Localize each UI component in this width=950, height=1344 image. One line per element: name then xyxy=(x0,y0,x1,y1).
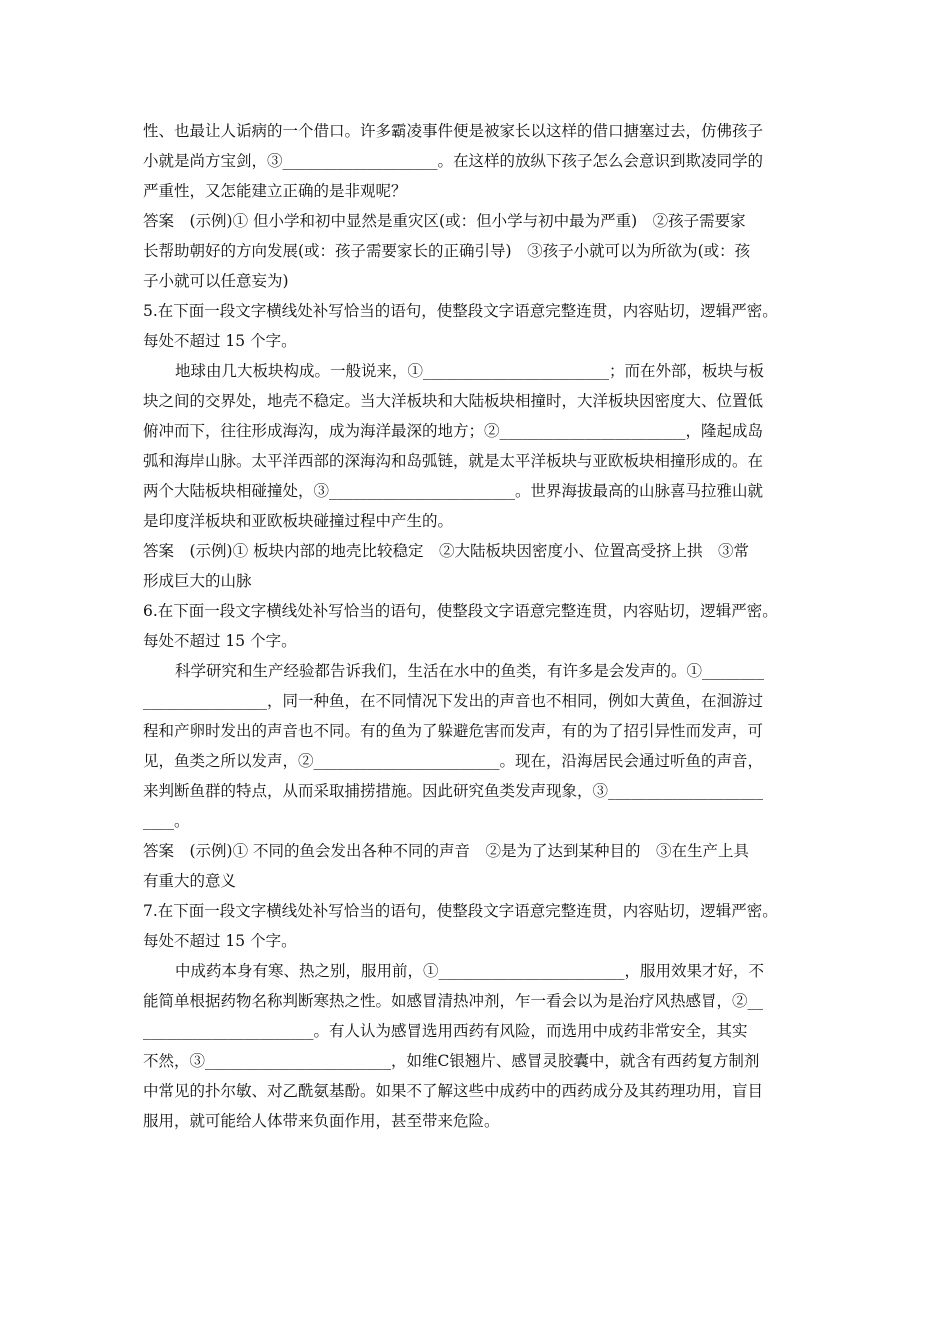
answer-line: 形成巨大的山脉 xyxy=(143,572,252,590)
text-line: 小就是尚方宝剑，③____________________。在这样的放纵下孩子怎么会意识到欺凌同学的 xyxy=(143,152,764,170)
passage-line: ______________________。有人认为感冒选用西药有风险，而选用中成药非常安全，其实 xyxy=(143,1022,748,1040)
passage-line: 地球由几大板块构成。一般说来，①________________________；而在外部，板块与板 xyxy=(175,362,765,380)
passage-line: 不然，③________________________，如维C银翘片、感冒灵胶囊中，就含有西药复方制剂 xyxy=(143,1052,760,1070)
answer-line: 长帮助朝好的方向发展(或：孩子需要家长的正确引导) ③孩子小就可以为所欲为(或：孩 xyxy=(143,242,751,260)
question-line: 每处不超过 15 个字。 xyxy=(143,632,297,650)
question-line: 每处不超过 15 个字。 xyxy=(143,932,297,950)
passage-line: 服用，就可能给人体带来负面作用，甚至带来危险。 xyxy=(143,1112,500,1130)
passage-line: 来判断鱼群的特点，从而采取捕捞措施。因此研究鱼类发声现象，③____________________ xyxy=(143,782,764,800)
answer-line: 答案 (示例)① 不同的鱼会发出各种不同的声音 ②是为了达到某种目的 ③在生产上具 xyxy=(143,842,750,860)
passage-line: 两个大陆板块相碰撞处，③________________________。世界海拔最高的山脉喜马拉雅山就 xyxy=(143,482,764,500)
passage-line: 能简单根据药物名称判断寒热之性。如感冒清热冲剂，乍一看会以为是治疗风热感冒，②__ xyxy=(143,992,764,1010)
document-page xyxy=(143,116,815,1136)
passage-line: 见，鱼类之所以发声，②________________________。现在，沿海居民会通过听鱼的声音， xyxy=(143,752,764,770)
question-line: 7.在下面一段文字横线处补写恰当的语句，使整段文字语意完整连贯，内容贴切，逻辑严密。 xyxy=(143,902,778,920)
passage-line: 俯冲而下，往往形成海沟，成为海洋最深的地方；②________________________，隆起成岛 xyxy=(143,422,764,440)
question-line: 5.在下面一段文字横线处补写恰当的语句，使整段文字语意完整连贯，内容贴切，逻辑严密。 xyxy=(143,302,778,320)
passage-line: ________________，同一种鱼，在不同情况下发出的声音也不相同，例如大黄鱼，在洄游过 xyxy=(143,692,764,710)
passage-line: 程和产卵时发出的声音也不同。有的鱼为了躲避危害而发声，有的为了招引异性而发声，可 xyxy=(143,722,764,740)
text-line: 性、也最让人诟病的一个借口。许多霸凌事件便是被家长以这样的借口搪塞过去，仿佛孩子 xyxy=(143,122,764,140)
passage-line: 科学研究和生产经验都告诉我们，生活在水中的鱼类，有许多是会发声的。①________ xyxy=(175,662,765,680)
passage-line: 中成药本身有寒、热之别，服用前，①________________________，服用效果才好，不 xyxy=(175,962,765,980)
text-line: 严重性，又怎能建立正确的是非观呢？ xyxy=(143,182,407,200)
answer-line: 子小就可以任意妄为) xyxy=(143,272,289,290)
question-line: 6.在下面一段文字横线处补写恰当的语句，使整段文字语意完整连贯，内容贴切，逻辑严密。 xyxy=(143,602,778,620)
passage-line: ____。 xyxy=(143,812,190,830)
passage-line: 弧和海岸山脉。太平洋西部的深海沟和岛弧链，就是太平洋板块与亚欧板块相撞形成的。在 xyxy=(143,452,764,470)
passage-line: 是印度洋板块和亚欧板块碰撞过程中产生的。 xyxy=(143,512,454,530)
answer-line: 有重大的意义 xyxy=(143,872,237,890)
passage-line: 中常见的扑尔敏、对乙酰氨基酚。如果不了解这些中成药中的西药成分及其药理功用，盲目 xyxy=(143,1082,764,1100)
answer-line: 答案 (示例)① 板块内部的地壳比较稳定 ②大陆板块因密度小、位置高受挤上拱 ③常 xyxy=(143,542,750,560)
passage-line: 块之间的交界处，地壳不稳定。当大洋板块和大陆板块相撞时，大洋板块因密度大、位置低 xyxy=(143,392,764,410)
question-line: 每处不超过 15 个字。 xyxy=(143,332,297,350)
answer-line: 答案 (示例)① 但小学和初中显然是重灾区(或：但小学与初中最为严重) ②孩子需要家 xyxy=(143,212,746,230)
